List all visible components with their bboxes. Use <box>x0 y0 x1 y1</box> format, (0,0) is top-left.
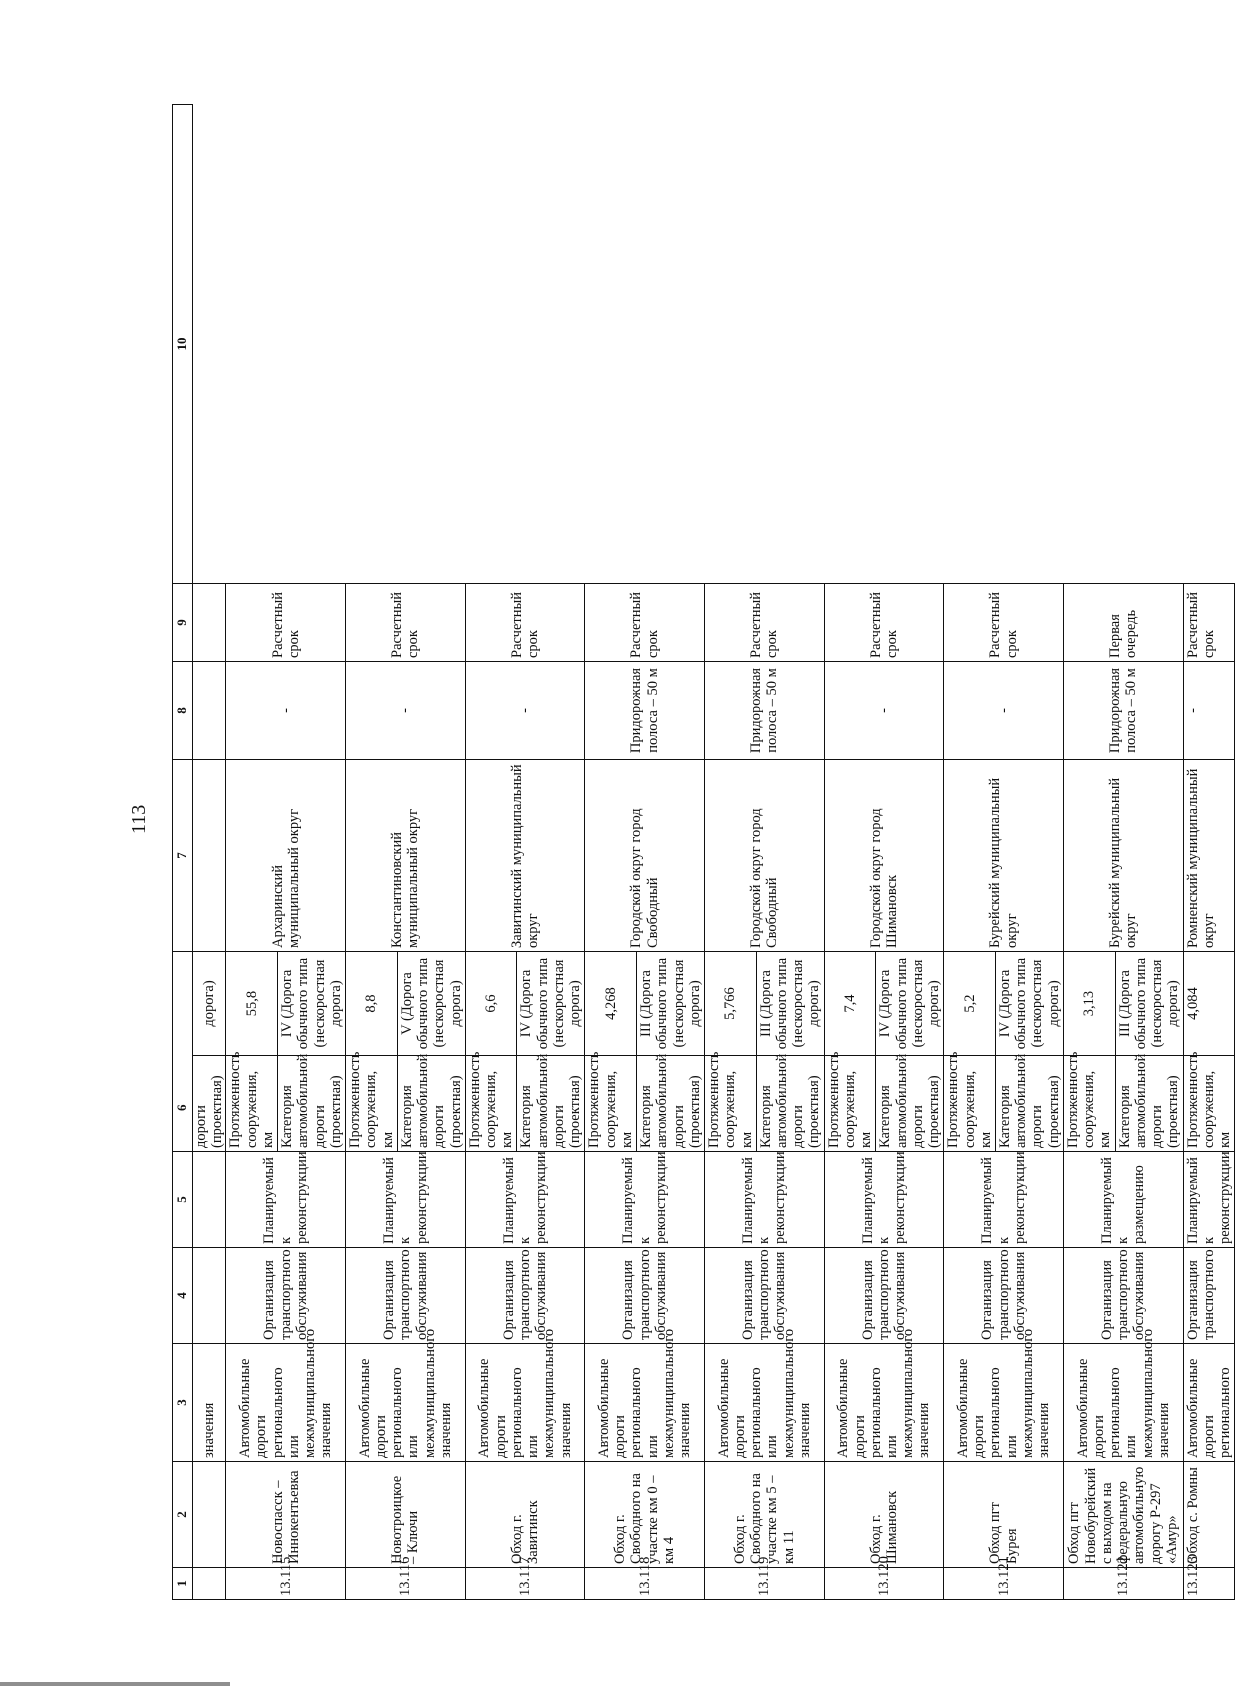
object-status: Планируемый к реконструкции <box>465 1152 585 1248</box>
row-number: 13.117 <box>465 1568 585 1600</box>
object-status: Планируемый к реконструкции <box>824 1152 944 1248</box>
object-name: Обход пгт Бурея <box>944 1462 1064 1568</box>
zone: - <box>346 662 466 760</box>
zone: - <box>824 662 944 760</box>
param-length-label: Протяженность сооружения, км <box>346 1056 398 1152</box>
param-category-label: Категория автомобильной дороги (проектная) <box>397 1056 465 1152</box>
object-purpose: Организация транспортного обслуживания <box>1063 1248 1183 1344</box>
object-type: Автомобильные дороги регионального или межмуниципального значения <box>585 1344 705 1462</box>
param-category-label: Категория автомобильной дороги (проектная) <box>517 1056 585 1152</box>
header-cell: 5 <box>173 1152 193 1248</box>
object-purpose: Организация транспортного обслуживания <box>585 1248 705 1344</box>
param-length-label: Протяженность сооружения, км <box>705 1056 757 1152</box>
zone: Придорожная полоса – 50 м <box>1063 662 1183 760</box>
location: Городской округ город Свободный <box>705 760 825 952</box>
object-purpose: Организация транспортного обслуживания <box>824 1248 944 1344</box>
object-purpose: Организация транспортного обслуживания <box>226 1248 346 1344</box>
term: Расчетный срок <box>465 584 585 662</box>
empty-cell <box>193 1568 226 1600</box>
term: Расчетный срок <box>585 584 705 662</box>
row-number: 13.116 <box>346 1568 466 1600</box>
rotated-table-wrapper <box>172 104 1234 1600</box>
object-type: Автомобильные дороги регионального или межмуниципального значения <box>705 1344 825 1462</box>
partial-v1: 4,084 <box>1183 952 1235 1056</box>
partial-p1: Протяженность сооружения, км <box>1183 1056 1235 1152</box>
location: Завитинский муниципальный округ <box>465 760 585 952</box>
scan-edge-mark <box>0 1682 230 1686</box>
partial-loc: Ромненский муниципальный округ <box>1183 760 1235 952</box>
partial-term: Расчетный срок <box>1183 584 1235 662</box>
location: Бурейский муниципальный округ <box>944 760 1064 952</box>
object-status: Планируемый к реконструкции <box>944 1152 1064 1248</box>
table-row <box>465 105 517 1600</box>
param-category-label: Категория автомобильной дороги (проектная) <box>756 1056 824 1152</box>
empty-cell <box>193 760 226 952</box>
partial-id: 13.123 <box>1183 1568 1235 1600</box>
continuation-type: значения <box>193 1344 226 1462</box>
term: Расчетный срок <box>705 584 825 662</box>
param-length-value: 8,8 <box>346 952 398 1056</box>
term: Расчетный срок <box>824 584 944 662</box>
table-row <box>226 105 278 1600</box>
row-number: 13.118 <box>585 1568 705 1600</box>
object-purpose: Организация транспортного обслуживания <box>346 1248 466 1344</box>
location: Архаринский муниципальный округ <box>226 760 346 952</box>
row-number: 13.115 <box>226 1568 346 1600</box>
object-name: Обход г. Свободного на участке км 0 – км 4 <box>585 1462 705 1568</box>
page-number: 113 <box>128 804 150 834</box>
object-status: Планируемый к размещению <box>1063 1152 1183 1248</box>
row-number: 13.122 <box>1063 1568 1183 1600</box>
location: Константиновский муниципальный округ <box>346 760 466 952</box>
param-category-value: V (Дорога обычного типа (нескоростная дорога) <box>397 952 465 1056</box>
object-name: Новотроицкое – Ключи <box>346 1462 466 1568</box>
param-length-label: Протяженность сооружения, км <box>1063 1056 1115 1152</box>
table-row-partial <box>1183 105 1235 1600</box>
header-cell: 8 <box>173 662 193 760</box>
table-row <box>346 105 398 1600</box>
param-category-value: III (Дорога обычного типа (нескоростная дорога) <box>637 952 705 1056</box>
table-row <box>1063 105 1115 1600</box>
param-category-value: III (Дорога обычного типа (нескоростная дорога) <box>1115 952 1183 1056</box>
location: Городской округ город Шимановск <box>824 760 944 952</box>
zone: - <box>465 662 585 760</box>
header-cell: 6 <box>173 952 193 1152</box>
object-name: Обход г. Шимановск <box>824 1462 944 1568</box>
location: Бурейский муниципальный округ <box>1063 760 1183 952</box>
object-status: Планируемый к реконструкции <box>226 1152 346 1248</box>
object-type: Автомобильные дороги регионального или межмуниципального значения <box>465 1344 585 1462</box>
location: Городской округ город Свободный <box>585 760 705 952</box>
term: Расчетный срок <box>226 584 346 662</box>
row-number: 13.119 <box>705 1568 825 1600</box>
param-category-label: Категория автомобильной дороги (проектная) <box>637 1056 705 1152</box>
object-name: Обход г. Завитинск <box>465 1462 585 1568</box>
object-type: Автомобильные дороги регионального или межмуниципального значения <box>226 1344 346 1462</box>
object-type: Автомобильные дороги регионального или межмуниципального значения <box>346 1344 466 1462</box>
header-cell: 10 <box>173 105 193 584</box>
param-length-value: 6,6 <box>465 952 517 1056</box>
param-length-value: 5,2 <box>944 952 996 1056</box>
param-length-value: 55,8 <box>226 952 278 1056</box>
param-category-label: Категория автомобильной дороги (проектная) <box>996 1056 1064 1152</box>
object-status: Планируемый к реконструкции <box>705 1152 825 1248</box>
term: Расчетный срок <box>944 584 1064 662</box>
param-category-value: IV (Дорога обычного типа (нескоростная дорога) <box>517 952 585 1056</box>
table-row <box>705 105 757 1600</box>
empty-cell <box>193 1152 226 1248</box>
header-cell: 3 <box>173 1344 193 1462</box>
param-length-label: Протяженность сооружения, км <box>824 1056 876 1152</box>
header-cell: 2 <box>173 1462 193 1568</box>
param-length-label: Протяженность сооружения, км <box>465 1056 517 1152</box>
header-cell: 4 <box>173 1248 193 1344</box>
object-name: Новоспасск – Иннокентьевка <box>226 1462 346 1568</box>
zone: Придорожная полоса – 50 м <box>705 662 825 760</box>
object-status: Планируемый к реконструкции <box>585 1152 705 1248</box>
partial-zone: - <box>1183 662 1235 760</box>
object-type: Автомобильные дороги регионального или межмуниципального значения <box>944 1344 1064 1462</box>
empty-cell <box>193 584 226 662</box>
object-name: Обход пгт Новобурейский с выходом на федеральную автомобильную дорогу Р-297 «Амур» <box>1063 1462 1183 1568</box>
continuation-param: дороги (проектная) <box>193 1056 226 1152</box>
object-status: Планируемый к реконструкции <box>346 1152 466 1248</box>
header-cell: 9 <box>173 584 193 662</box>
object-purpose: Организация транспортного обслуживания <box>944 1248 1064 1344</box>
row-number: 13.120 <box>824 1568 944 1600</box>
partial-purpose: Организация транспортного <box>1183 1248 1235 1344</box>
object-type: Автомобильные дороги регионального или межмуниципального значения <box>824 1344 944 1462</box>
table-row <box>944 105 996 1600</box>
continuation-row <box>193 105 226 1600</box>
row-number: 13.121 <box>944 1568 1064 1600</box>
empty-cell <box>193 662 226 760</box>
table-row <box>824 105 876 1600</box>
partial-type: Автомобильные дороги регионального <box>1183 1344 1235 1462</box>
param-category-label: Категория автомобильной дороги (проектная) <box>278 1056 346 1152</box>
header-row <box>173 105 193 1600</box>
empty-cell <box>193 1248 226 1344</box>
partial-name: Обход с. Ромны <box>1183 1462 1235 1568</box>
object-type: Автомобильные дороги регионального или межмуниципального значения <box>1063 1344 1183 1462</box>
param-length-label: Протяженность сооружения, км <box>944 1056 996 1152</box>
zone: - <box>226 662 346 760</box>
param-length-value: 5,766 <box>705 952 757 1056</box>
term: Первая очередь <box>1063 584 1183 662</box>
continuation-value: дорога) <box>193 952 226 1056</box>
term: Расчетный срок <box>346 584 466 662</box>
param-category-value: III (Дорога обычного типа (нескоростная дорога) <box>756 952 824 1056</box>
param-length-label: Протяженность сооружения, км <box>226 1056 278 1152</box>
param-length-label: Протяженность сооружения, км <box>585 1056 637 1152</box>
zone: - <box>944 662 1064 760</box>
param-length-value: 4,268 <box>585 952 637 1056</box>
document-table <box>172 104 1235 1600</box>
table-row <box>585 105 637 1600</box>
param-category-value: IV (Дорога обычного типа (нескоростная дорога) <box>876 952 944 1056</box>
param-category-label: Категория автомобильной дороги (проектная) <box>1115 1056 1183 1152</box>
header-cell: 1 <box>173 1568 193 1600</box>
param-length-value: 7,4 <box>824 952 876 1056</box>
param-length-value: 3,13 <box>1063 952 1115 1056</box>
param-category-value: IV (Дорога обычного типа (нескоростная дорога) <box>996 952 1064 1056</box>
header-cell: 7 <box>173 760 193 952</box>
object-name: Обход г. Свободного на участке км 5 – км 11 <box>705 1462 825 1568</box>
param-category-label: Категория автомобильной дороги (проектная) <box>876 1056 944 1152</box>
empty-cell <box>193 1462 226 1568</box>
object-purpose: Организация транспортного обслуживания <box>465 1248 585 1344</box>
zone: Придорожная полоса – 50 м <box>585 662 705 760</box>
object-purpose: Организация транспортного обслуживания <box>705 1248 825 1344</box>
param-category-value: IV (Дорога обычного типа (нескоростная дорога) <box>278 952 346 1056</box>
partial-status: Планируемый к реконструкции <box>1183 1152 1235 1248</box>
